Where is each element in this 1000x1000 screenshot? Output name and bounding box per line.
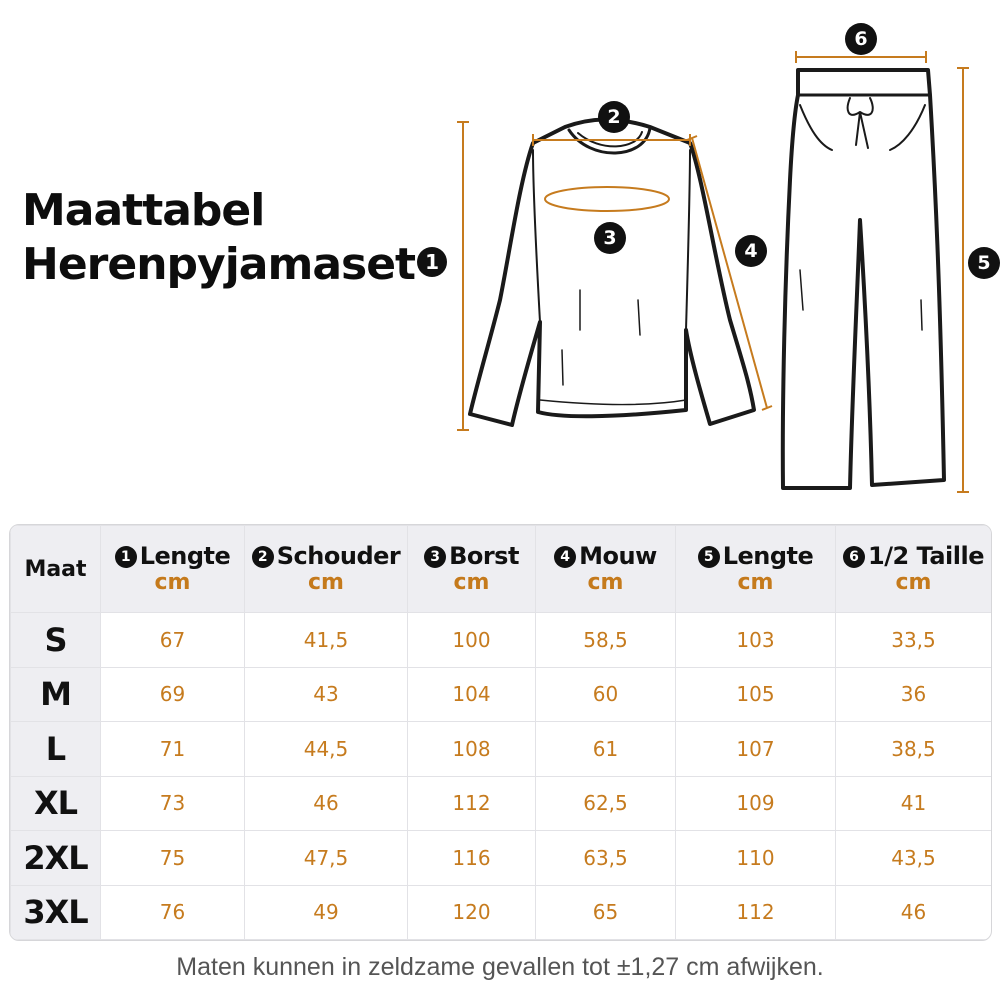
header-col-1-unit: cm: [154, 570, 191, 595]
table-cell: 46: [836, 885, 992, 940]
table-cell: 110: [676, 831, 836, 886]
table-row: [11, 722, 992, 777]
table-cell: 63,5: [536, 831, 676, 886]
table-cell: 69: [101, 667, 245, 722]
table-cell: 100: [408, 613, 536, 668]
header-col-6-unit: cm: [895, 570, 932, 595]
size-table-grid: [10, 525, 992, 940]
table-cell: 109: [676, 776, 836, 831]
size-label: XL: [11, 776, 101, 831]
table-cell: 43: [245, 667, 408, 722]
table-row: [11, 831, 992, 886]
title-line-1: Maattabel: [22, 185, 265, 236]
measure-1-marker: 1: [417, 247, 447, 277]
table-cell: 43,5: [836, 831, 992, 886]
table-cell: 36: [836, 667, 992, 722]
pants-pocket-left: [800, 105, 832, 150]
header-col-6: [836, 526, 992, 613]
header-col-2-label: Schouder: [276, 542, 401, 570]
header-col-6-label: 1/2 Taille: [868, 542, 984, 570]
header-maat: [11, 526, 101, 613]
table-cell: 105: [676, 667, 836, 722]
table-cell: 76: [101, 885, 245, 940]
measure-line-5: [957, 68, 969, 492]
header-col-2: [245, 526, 408, 613]
measure-badge-5: 5: [968, 247, 1000, 279]
table-cell: 73: [101, 776, 245, 831]
table-cell: 104: [408, 667, 536, 722]
table-cell: 41,5: [245, 613, 408, 668]
pants-drawstring: [848, 98, 873, 148]
table-cell: 61: [536, 722, 676, 777]
shirt-fold-3: [562, 350, 563, 385]
table-cell: 107: [676, 722, 836, 777]
table-row: [11, 613, 992, 668]
header-col-5: [676, 526, 836, 613]
header-col-6-marker: 6: [843, 546, 865, 568]
size-label: 2XL: [11, 831, 101, 886]
table-cell: 49: [245, 885, 408, 940]
table-cell: 108: [408, 722, 536, 777]
header-col-2-marker: 2: [252, 546, 274, 568]
table-cell: 112: [408, 776, 536, 831]
table-cell: 33,5: [836, 613, 992, 668]
shirt-hem: [540, 400, 686, 405]
size-table: [9, 524, 992, 941]
table-cell: 62,5: [536, 776, 676, 831]
table-cell: 65: [536, 885, 676, 940]
table-cell: 71: [101, 722, 245, 777]
table-cell: 67: [101, 613, 245, 668]
measure-line-1: [457, 122, 469, 430]
table-cell: 41: [836, 776, 992, 831]
header-col-3-marker: 3: [424, 546, 446, 568]
table-cell: 46: [245, 776, 408, 831]
title-line-2-text: Herenpyjamaset: [22, 239, 416, 290]
shirt-seam-right: [686, 150, 690, 330]
measure-badge-4: 4: [735, 235, 767, 267]
measure-badge-3: 3: [594, 222, 626, 254]
header-col-4-marker: 4: [554, 546, 576, 568]
pants-fold-right: [921, 300, 922, 330]
table-row: [11, 667, 992, 722]
measure-badge-6: 6: [845, 23, 877, 55]
header-col-4-unit: cm: [587, 570, 624, 595]
header-col-4: [536, 526, 676, 613]
table-cell: 116: [408, 831, 536, 886]
table-header-row: [11, 526, 992, 613]
header-col-3: [408, 526, 536, 613]
header-col-2-unit: cm: [308, 570, 344, 595]
header-col-1: [101, 526, 245, 613]
table-cell: 112: [676, 885, 836, 940]
pants-fold-left: [800, 270, 803, 310]
size-label: M: [11, 667, 101, 722]
header-col-3-label: Borst: [449, 542, 519, 570]
table-row: [11, 885, 992, 940]
size-label: 3XL: [11, 885, 101, 940]
table-cell: 103: [676, 613, 836, 668]
table-cell: 60: [536, 667, 676, 722]
shirt-outline: [470, 119, 754, 425]
table-row: [11, 776, 992, 831]
table-cell: 58,5: [536, 613, 676, 668]
measure-line-2: [533, 134, 690, 146]
shirt-fold-2: [638, 300, 640, 335]
table-cell: 75: [101, 831, 245, 886]
measure-badge-2: 2: [598, 101, 630, 133]
shirt-seam-left: [533, 150, 540, 322]
size-label: L: [11, 722, 101, 777]
header-col-4-label: Mouw: [579, 542, 657, 570]
pants-outline: [783, 70, 944, 488]
header-col-5-label: Lengte: [722, 542, 814, 570]
size-label: S: [11, 613, 101, 668]
header-col-3-unit: cm: [453, 570, 490, 595]
header-col-5-unit: cm: [737, 570, 774, 595]
pants-pocket-right: [890, 105, 925, 150]
header-col-5-marker: 5: [698, 546, 720, 568]
measure-line-3: [545, 187, 669, 211]
table-cell: 38,5: [836, 722, 992, 777]
table-cell: 47,5: [245, 831, 408, 886]
table-cell: 44,5: [245, 722, 408, 777]
header-col-1-marker: 1: [115, 546, 137, 568]
table-cell: 120: [408, 885, 536, 940]
tolerance-note: Maten kunnen in zeldzame gevallen tot ±1,27 cm afwijken.: [176, 953, 824, 981]
header-col-1-label: Lengte: [139, 542, 231, 570]
header-maat-label: Maat: [24, 556, 87, 582]
